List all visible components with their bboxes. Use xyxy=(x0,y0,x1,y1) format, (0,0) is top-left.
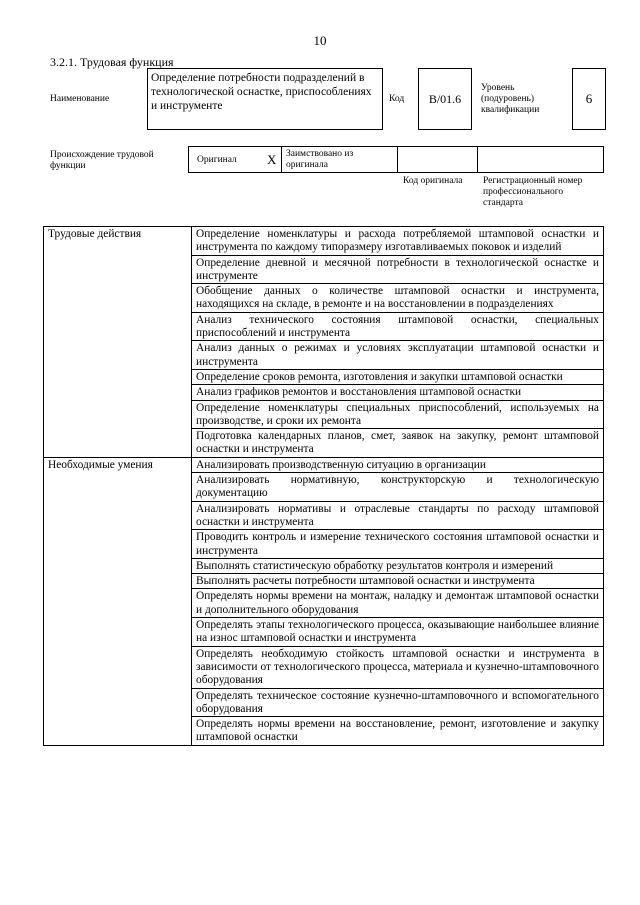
section-title: 3.2.1. Трудовая функция xyxy=(50,55,174,69)
function-code: B/01.6 xyxy=(418,68,472,130)
list-item: Анализ графиков ремонтов и восстановления штамповой оснастки xyxy=(192,385,604,400)
code-label: Код xyxy=(389,94,405,104)
name-label: Наименование xyxy=(50,94,110,104)
list-item: Анализировать нормативы и отраслевые стандарты по расходу штамповой оснастки и инструмента xyxy=(192,501,604,530)
qualification-level: 6 xyxy=(572,68,606,130)
list-item: Определять этапы технологического процесса, оказывающие наибольшее влияние на износ штамповой оснастки и инструмента xyxy=(192,618,604,647)
borrowed-label: Заимствовано из оригинала xyxy=(286,149,354,170)
origin-code-cell xyxy=(398,147,478,172)
table-row xyxy=(44,227,604,256)
category-cell: Необходимые умения xyxy=(44,457,192,745)
list-item: Анализировать производственную ситуацию в организации xyxy=(192,457,604,472)
page-number: 10 xyxy=(313,33,327,48)
origin-label: Происхождение трудовой функции xyxy=(50,150,154,171)
list-item: Проводить контроль и измерение технического состояния штамповой оснастки и инструмента xyxy=(192,530,604,559)
origin-row xyxy=(188,146,604,173)
list-item: Определять нормы времени на восстановление, ремонт, изготовление и закупку штамповой оснастки xyxy=(192,717,604,746)
list-item: Определение номенклатуры специальных приспособлений, используемых на производстве, и сроки их ремонта xyxy=(192,400,604,429)
borrowed-cell xyxy=(282,147,398,172)
list-item: Определять нормы времени на монтаж, наладку и демонтаж штамповой оснастки и дополнительного оборудования xyxy=(192,589,604,618)
list-item: Определение номенклатуры и расхода потребляемой штамповой оснастки и инструмента по каждому типоразмеру изготавливаемых поковок и изделий xyxy=(192,227,604,256)
list-item: Анализ технического состояния штамповой оснастки, специальных приспособлений и инструмента xyxy=(192,312,604,341)
reg-number-label: Регистрационный номер профессионального стандарта xyxy=(483,176,583,208)
list-item: Выполнять статистическую обработку результатов контроля и измерений xyxy=(192,558,604,573)
function-details-table xyxy=(43,226,604,746)
original-cell xyxy=(189,147,282,172)
origin-code-label: Код оригинала xyxy=(403,176,463,186)
list-item: Обобщение данных о количестве штамповой оснастки и инструмента, находящихся на складе, в ремонте и на восстановлении в подразделениях xyxy=(192,284,604,313)
level-label: Уровень (подуровень) квалификации xyxy=(481,83,540,115)
table-row xyxy=(44,457,604,472)
list-item: Выполнять расчеты потребности штамповой оснастки и инструмента xyxy=(192,574,604,589)
list-item: Подготовка календарных планов, смет, заявок на закупку, ремонт штамповой оснастки и инструмента xyxy=(192,429,604,458)
reg-number-cell xyxy=(478,147,603,172)
list-item: Анализ данных о режимах и условиях эксплуатации штамповой оснастки и инструмента xyxy=(192,341,604,370)
list-item: Определять техническое состояние кузнечно-штамповочного и вспомогательного оборудования xyxy=(192,688,604,717)
function-name: Определение потребности подразделений в технологической оснастке, приспособлениях и инструменте xyxy=(147,68,383,130)
category-cell: Трудовые действия xyxy=(44,227,192,458)
list-item: Определять необходимую стойкость штамповой оснастки и инструмента в зависимости от технологического процесса, материала и кузнечно-штамповочного оборудования xyxy=(192,646,604,688)
list-item: Определение дневной и месячной потребности в технологической оснастке и инструменте xyxy=(192,255,604,284)
list-item: Анализировать нормативную, конструкторскую и технологическую документацию xyxy=(192,473,604,502)
original-mark: X xyxy=(267,152,277,167)
original-label: Оригинал xyxy=(197,155,237,165)
list-item: Определение сроков ремонта, изготовления и закупки штамповой оснастки xyxy=(192,369,604,384)
